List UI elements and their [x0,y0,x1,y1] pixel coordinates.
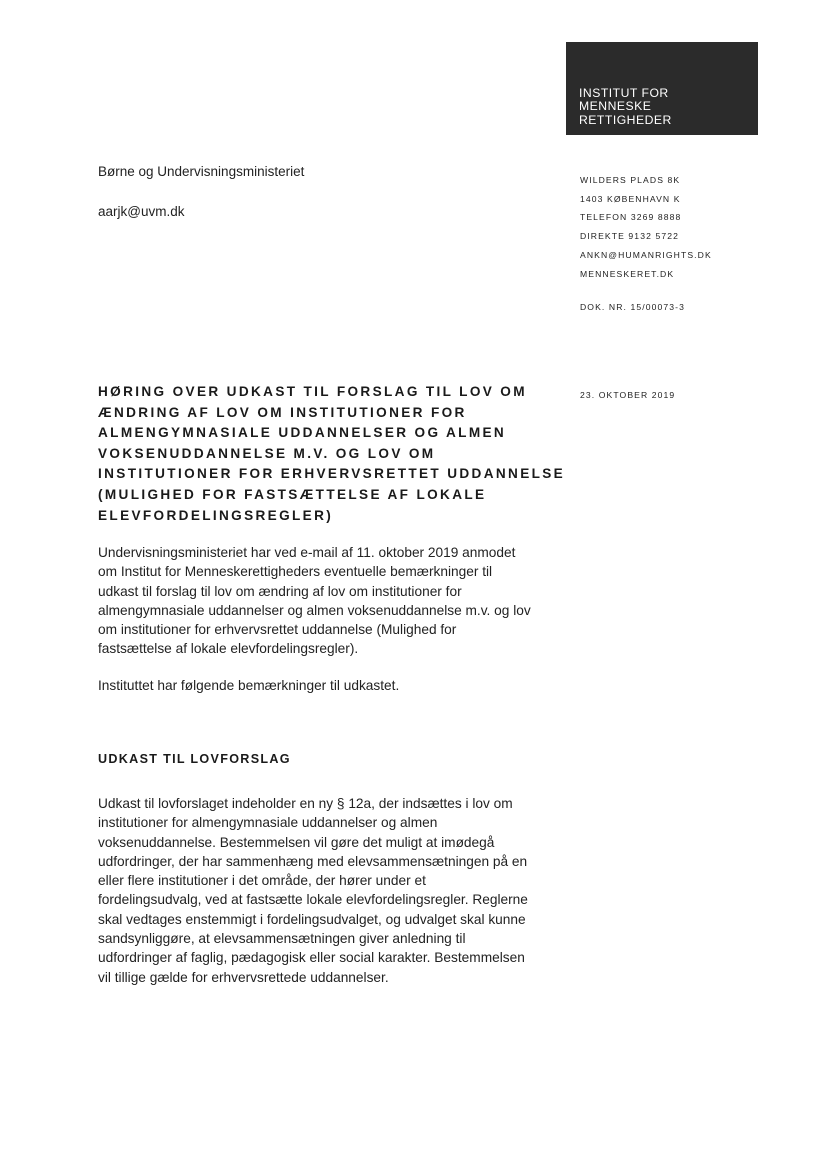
text-line: institutioner for almengymnasiale uddannelser og almen [98,815,438,831]
text-line: fastsættelse af lokale elevfordelingsregler). [98,641,359,657]
remarks-intro-paragraph: Instituttet har følgende bemærkninger til udkastet. [98,678,400,693]
text-line: Udkast til lovforslaget indeholder en ny § 12a, der indsættes i lov om [98,796,513,811]
title-line: (MULIGHED FOR FASTSÆTTELSE AF LOKALE [98,486,487,502]
logo-line: MENNESKE [579,99,652,113]
text-line: skal vedtages enstemmigt i fordelingsudvalget, og udvalget skal kunne [98,911,526,927]
title-line: ÆNDRING AF LOV OM INSTITUTIONER FOR [98,404,467,420]
institute-logo [566,42,758,135]
title-line: INSTITUTIONER FOR ERHVERVSRETTET UDDANNELSE [98,466,566,482]
title-line: ELEVFORDELINGSREGLER) [98,507,334,523]
logo-line: INSTITUT FOR [579,85,669,100]
text-line: fordelingsudvalg, ved at fastsætte lokale elevfordelingsregler. Reglerne [98,892,528,908]
text-line: udfordringer af faglig, pædagogisk eller social karakter. Bestemmelsen [98,950,525,966]
letter-date: 23. OKTOBER 2019 [580,390,676,400]
contact-address-line1: WILDERS PLADS 8K [580,175,681,185]
contact-email: ANKN@HUMANRIGHTS.DK [580,249,712,260]
title-line: ALMENGYMNASIALE UDDANNELSER OG ALMEN [98,425,507,441]
recipient-name: Børne og Undervisningsministeriet [98,164,305,179]
contact-phone: TELEFON 3269 8888 [580,212,682,223]
text-line: eller flere institutioner i det område, der hører under et [98,873,426,889]
intro-paragraph [98,543,568,659]
text-line: sandsynliggøre, at elevsammensætningen giver anledning til [98,931,466,947]
contact-website: MENNESKERET.DK [580,268,675,279]
section-heading: UDKAST TIL LOVFORSLAG [98,752,291,766]
text-line: om Institut for Menneskerettigheders eventuelle bemærkninger til [98,564,493,580]
text-line: voksenuddannelse. Bestemmelsen vil gøre det muligt at imødegå [98,834,495,850]
letter-title [98,382,568,526]
logo-text [579,87,672,128]
contact-block [580,171,712,283]
text-line: udfordringer, der har sammenhæng med elevsammensætningen på en [98,853,528,869]
text-line: almengymnasiale uddannelser og almen voksenuddannelse m.v. og lov [98,602,531,618]
title-line: HØRING OVER UDKAST TIL FORSLAG TIL LOV OM [98,384,527,399]
logo-line: RETTIGHEDER [579,112,672,127]
text-line: Undervisningsministeriet har ved e-mail af 11. oktober 2019 anmodet [98,545,516,560]
section-paragraph [98,794,568,987]
recipient-email: aarjk@uvm.dk [98,204,185,219]
contact-direct-phone: DIREKTE 9132 5722 [580,231,679,242]
document-number: DOK. NR. 15/00073-3 [580,302,685,312]
contact-address-line2: 1403 KØBENHAVN K [580,193,681,204]
title-line: VOKSENUDDANNELSE M.V. OG LOV OM [98,445,436,461]
text-line: om institutioner for erhvervsrettet uddannelse (Mulighed for [98,622,457,638]
text-line: udkast til forslag til lov om ændring af lov om institutioner for [98,583,462,599]
text-line: vil tillige gælde for erhvervsrettede uddannelser. [98,969,389,985]
